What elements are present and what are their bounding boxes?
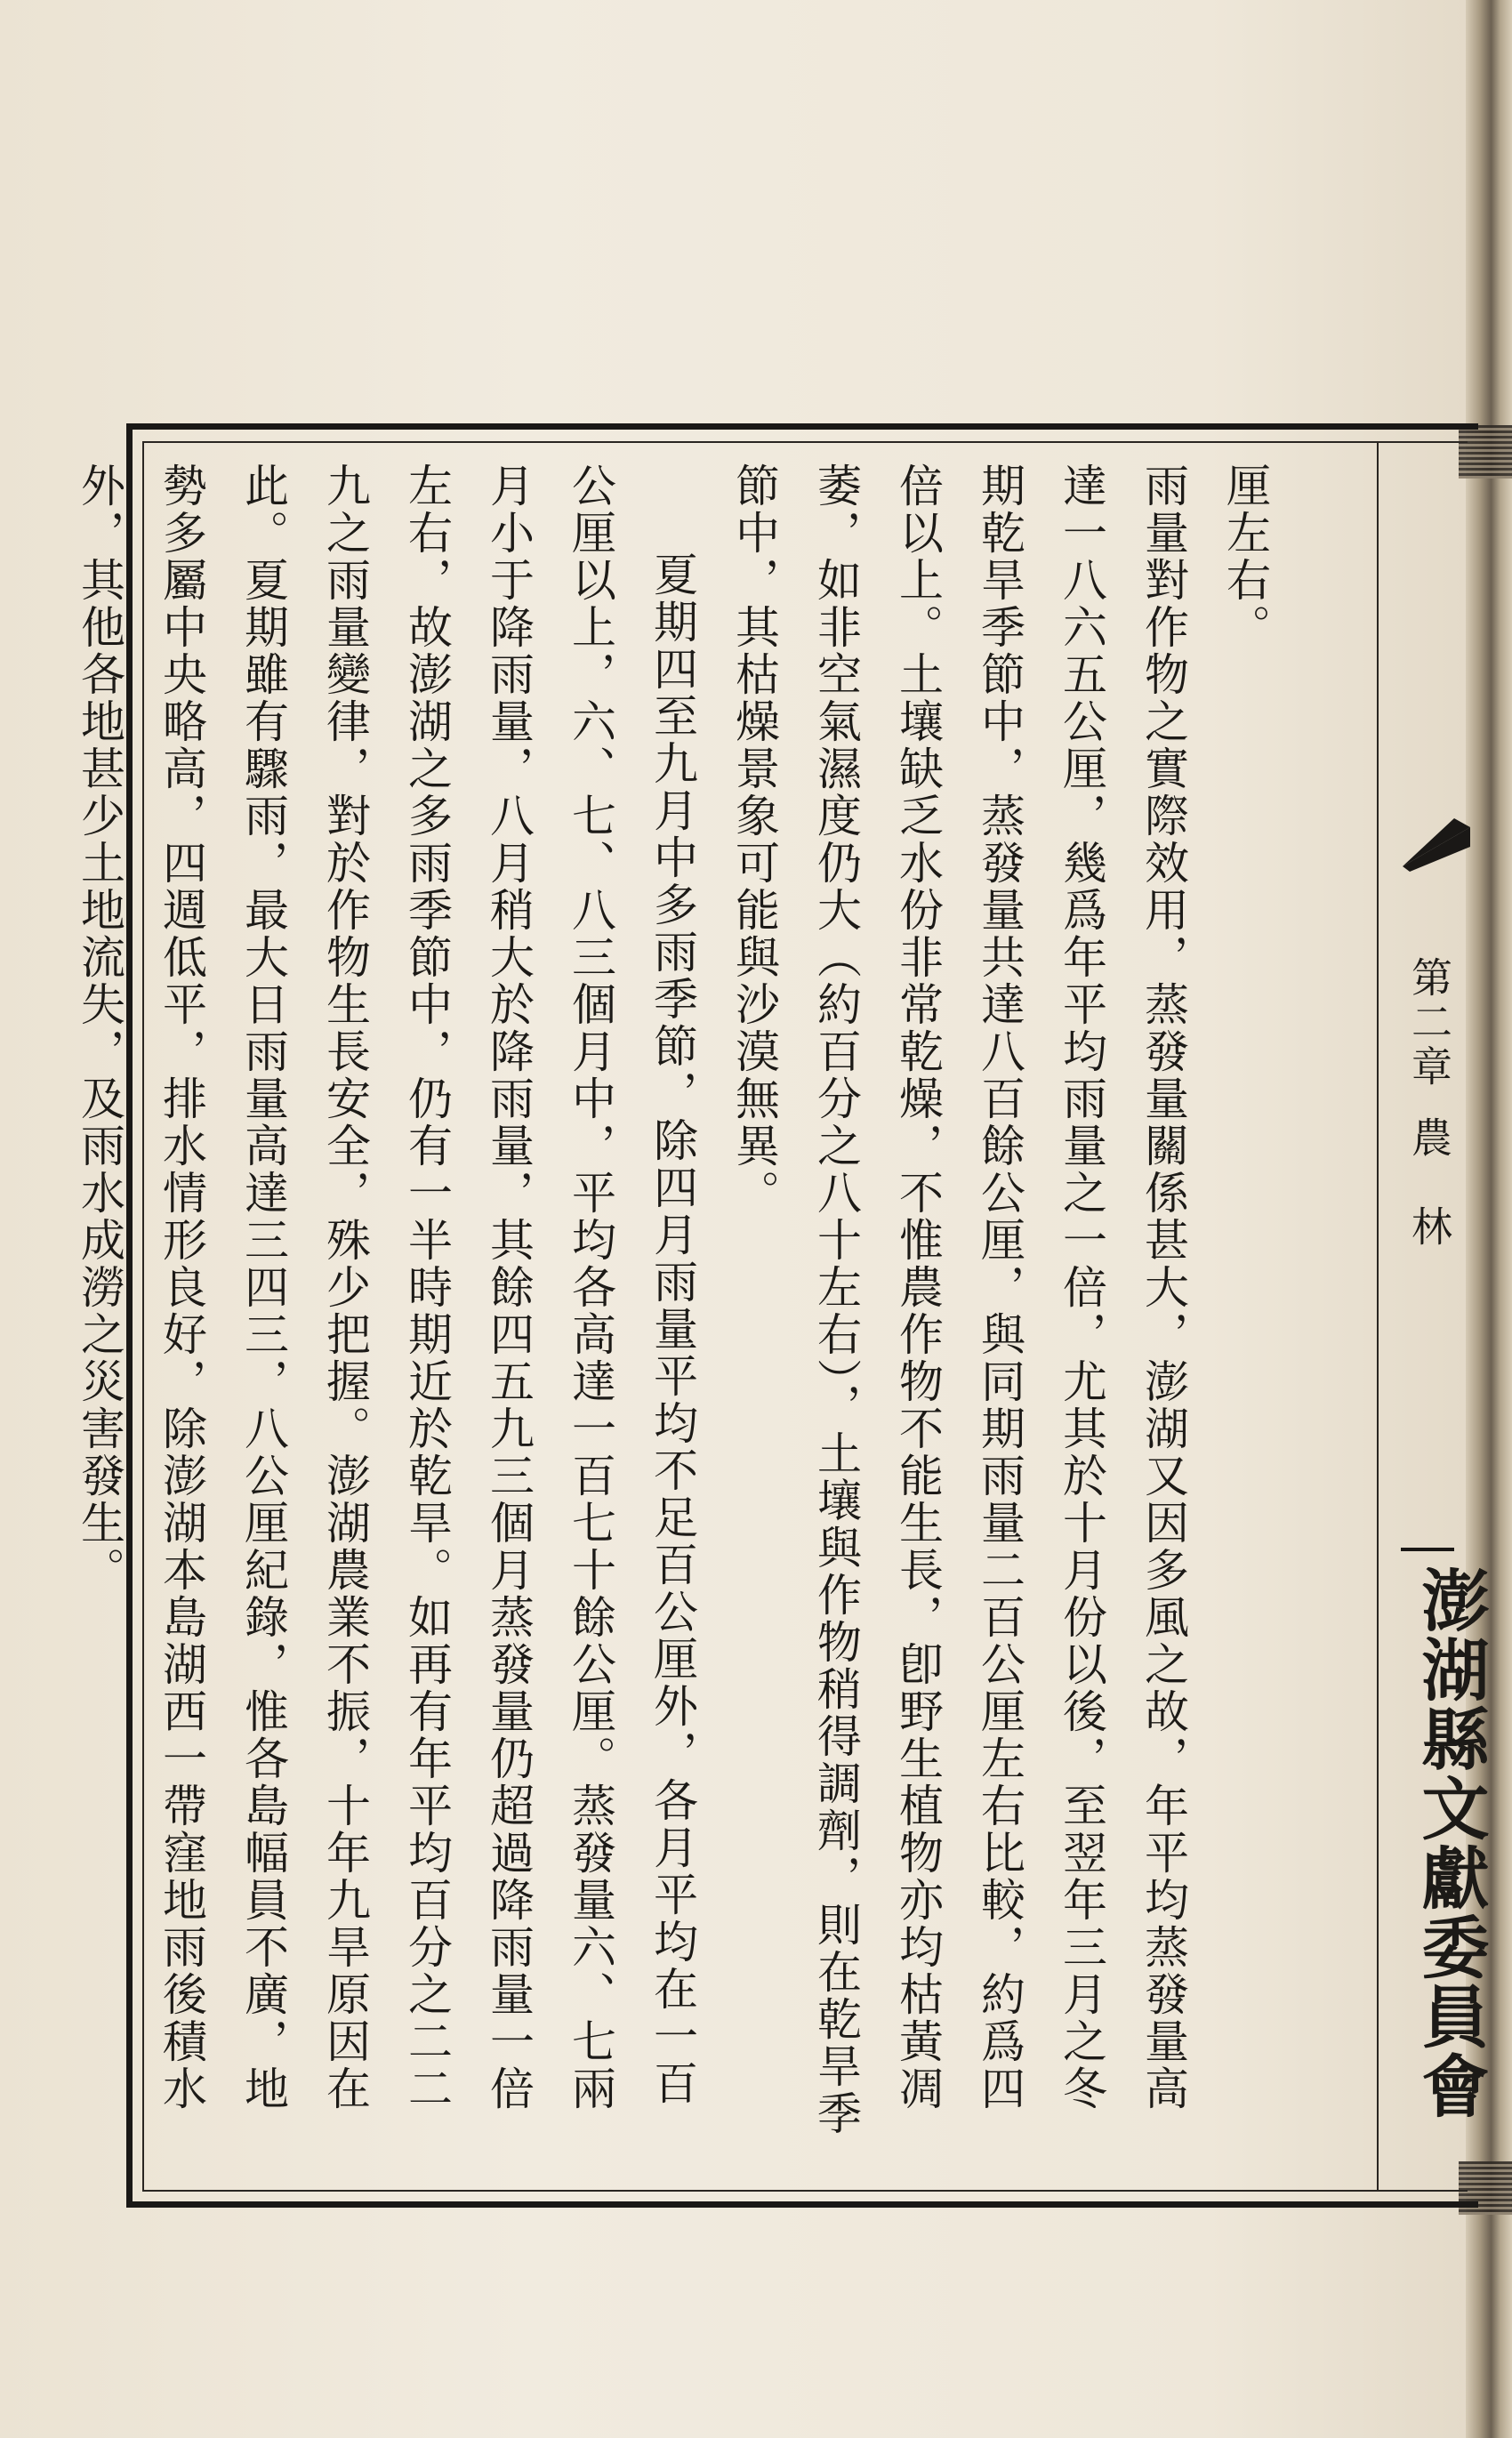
chapter-heading: [1398, 956, 1460, 1250]
body-text: [74, 463, 1286, 2152]
paragraph-2: 雨量對作物之實際效用，蒸發量關係甚大，澎湖又因多風之故，年平均蒸發量高達一八六五公厘，幾爲年平均雨量之一倍，尤其於十月份以後，至翌年三月之冬期乾旱季節中，蒸發量共達八百餘公厘，與同期雨量二百公厘左右比較，約爲四倍以上。土壤缺乏水份非常乾燥，不惟農作物不能生長，卽野生植物亦均枯黃凋萎，如非空氣濕度仍大（約百分之八十左右），土壤與作物稍得調劑，則在乾旱季節中，其枯燥景象可能與沙漠無異。: [728, 463, 1189, 2137]
paragraph-3: 夏期四至九月中多雨季節，除四月雨量平均不足百公厘外，各月平均在一百公厘以上，六、七、八三個月中，平均各高達一百七十餘公厘。蒸發量六、七兩月小于降雨量，八月稍大於降雨量，其餘四五九三個月蒸發量仍超過降雨量一倍左右，故澎湖之多雨季節中，仍有一半時期近於乾旱。如再有年平均百分之二二九之雨量變律，對於作物生長安全，殊少把握。澎湖農業不振，十年九旱原因在此。夏期雖有驟雨，最大日雨量高達三四三，八公厘紀錄，惟各島幅員不廣，地勢多屬中央略高，四週低平，排水情形良好，除澎湖本島湖西一帶窪地雨後積水外，其他各地甚少土地流失，及雨水成澇之災害發生。: [74, 463, 698, 2112]
paragraph-1: 厘左右。: [1219, 463, 1271, 651]
margin-rule: [1377, 441, 1379, 2192]
publisher-name: 澎湖縣文獻委員會: [1411, 1565, 1490, 2120]
chapter-number: 第二章: [1405, 956, 1453, 1090]
publisher-rule: [1401, 1548, 1454, 1551]
fishtail-mark-icon: [1401, 811, 1472, 873]
chapter-title: 農 林: [1405, 1116, 1453, 1250]
